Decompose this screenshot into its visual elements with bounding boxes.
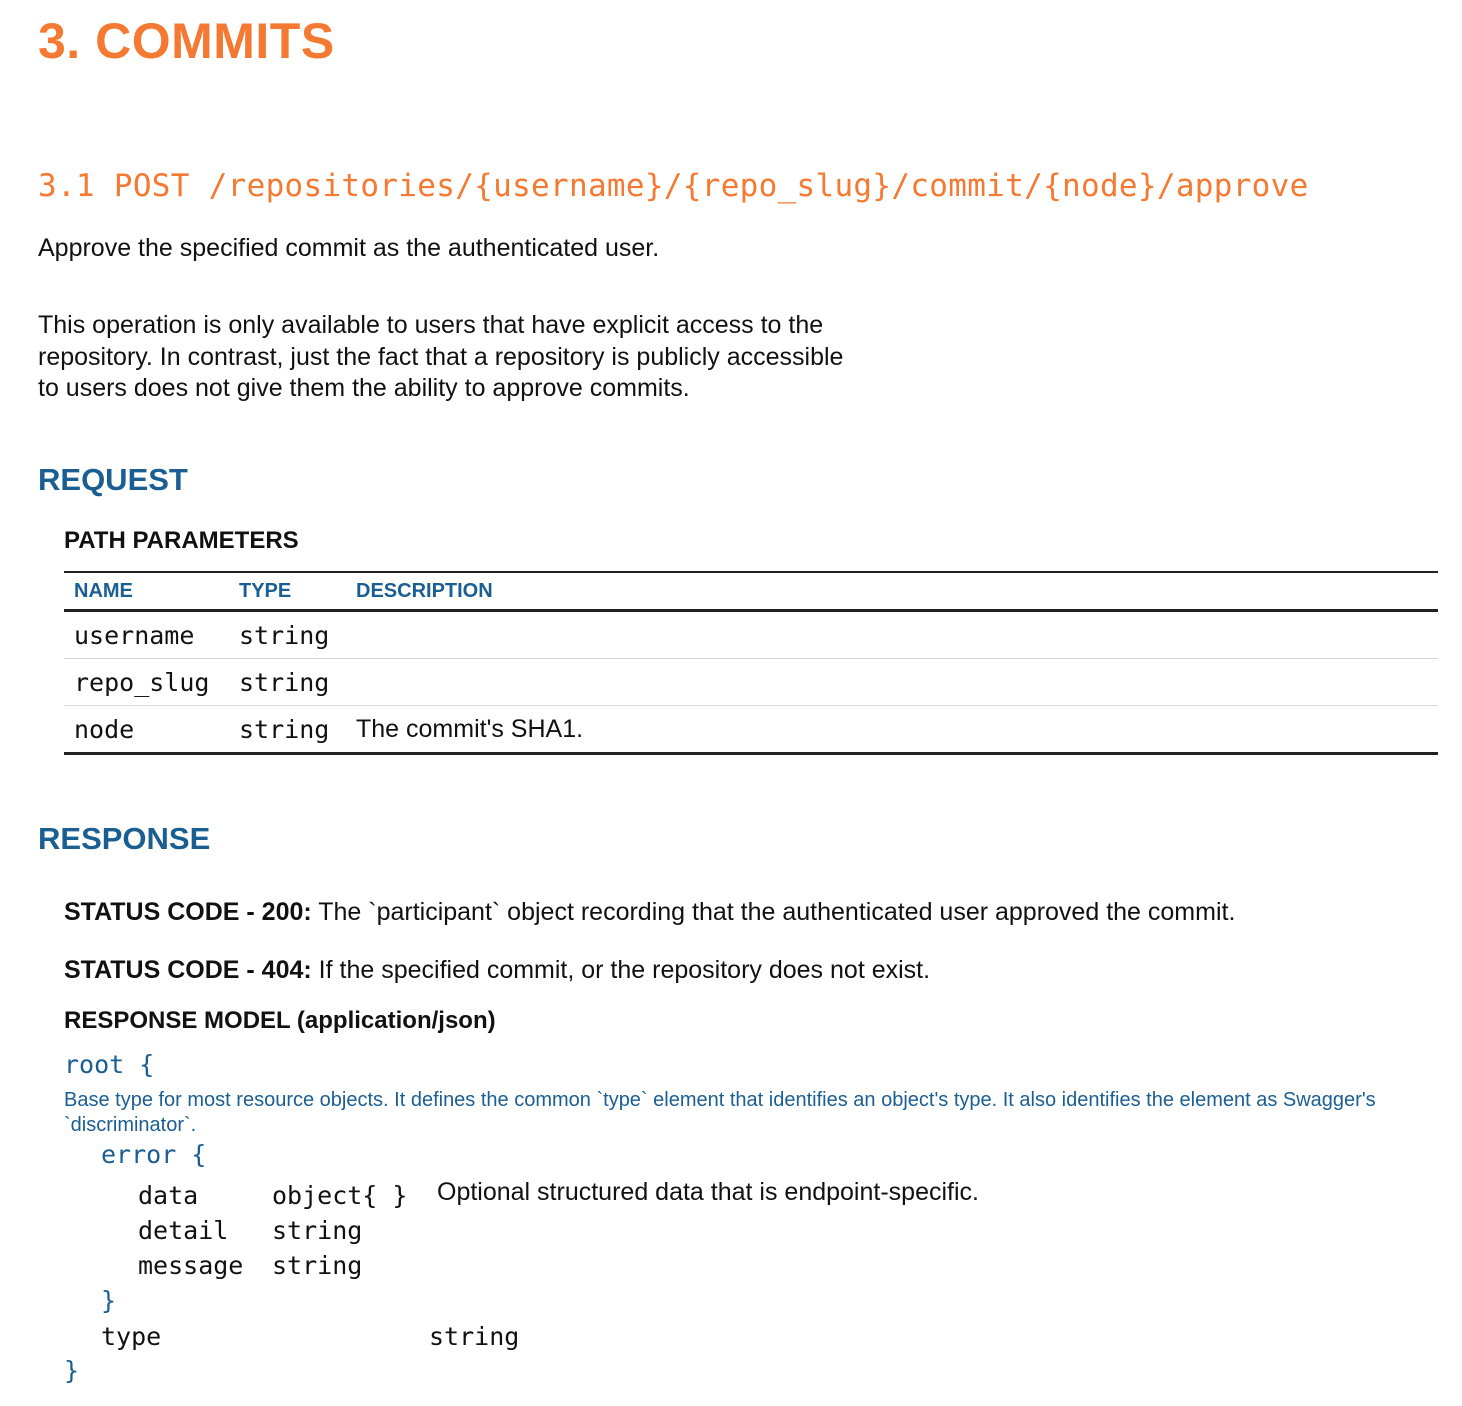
model-root-close: }	[64, 1356, 80, 1385]
status-200-text: The `participant` object recording that the authenticated user approved the commit.	[311, 898, 1236, 926]
param-name: username	[64, 611, 229, 659]
path-parameters-table	[64, 571, 1438, 755]
model-field-name: data	[138, 1181, 199, 1210]
model-field-name: detail	[138, 1216, 229, 1245]
param-description: The commit's SHA1.	[356, 714, 584, 743]
param-description	[346, 611, 1438, 659]
status-200-label: STATUS CODE - 200:	[64, 898, 312, 926]
endpoint-description: This operation is only available to users that have explicit access to the repository. In contrast, just the fact that a repository is publicly accessible to users does not give them the ability to approve commits.	[38, 311, 844, 402]
column-header-name: NAME	[64, 572, 229, 611]
param-type: string	[229, 611, 346, 659]
endpoint-heading: 3.1 POST /repositories/{username}/{repo_slug}/commit/{node}/approve	[38, 168, 1309, 204]
chapter-title: 3. COMMITS	[38, 13, 335, 69]
request-heading: REQUEST	[38, 462, 188, 497]
status-404-text: If the specified commit, or the repository does not exist.	[311, 956, 931, 984]
table-row	[64, 706, 1438, 754]
table-row	[64, 659, 1438, 706]
param-description	[346, 659, 1438, 706]
model-field-type: string	[272, 1251, 363, 1280]
column-header-type: TYPE	[229, 572, 346, 611]
endpoint-summary: Approve the specified commit as the authenticated user.	[38, 234, 660, 262]
response-heading: RESPONSE	[38, 821, 211, 856]
status-404	[64, 956, 930, 985]
model-type-type: string	[429, 1322, 520, 1351]
response-model-heading: RESPONSE MODEL (application/json)	[64, 1007, 496, 1034]
model-error-close: }	[101, 1286, 117, 1315]
param-name: node	[74, 714, 135, 744]
model-error-open: error {	[101, 1140, 207, 1169]
status-200	[64, 898, 1235, 927]
column-header-description: DESCRIPTION	[346, 572, 1438, 611]
table-header-row	[64, 572, 1438, 611]
param-type: string	[239, 714, 330, 744]
model-field-description: Optional structured data that is endpoint-specific.	[437, 1178, 979, 1206]
model-field-type: object{ }	[272, 1181, 408, 1210]
model-type-name: type	[101, 1322, 162, 1351]
model-root-open: root {	[64, 1050, 155, 1079]
status-404-label: STATUS CODE - 404:	[64, 956, 312, 984]
path-parameters-heading: PATH PARAMETERS	[64, 527, 299, 554]
model-field-type: string	[272, 1216, 363, 1245]
model-root-doc: Base type for most resource objects. It defines the common `type` element that identifies an object's type. It also identifies the element as Swagger's `discriminator`.	[64, 1089, 1376, 1136]
model-field-name: message	[138, 1251, 244, 1280]
param-name: repo_slug	[64, 659, 229, 706]
param-type: string	[229, 659, 346, 706]
table-row	[64, 611, 1438, 659]
